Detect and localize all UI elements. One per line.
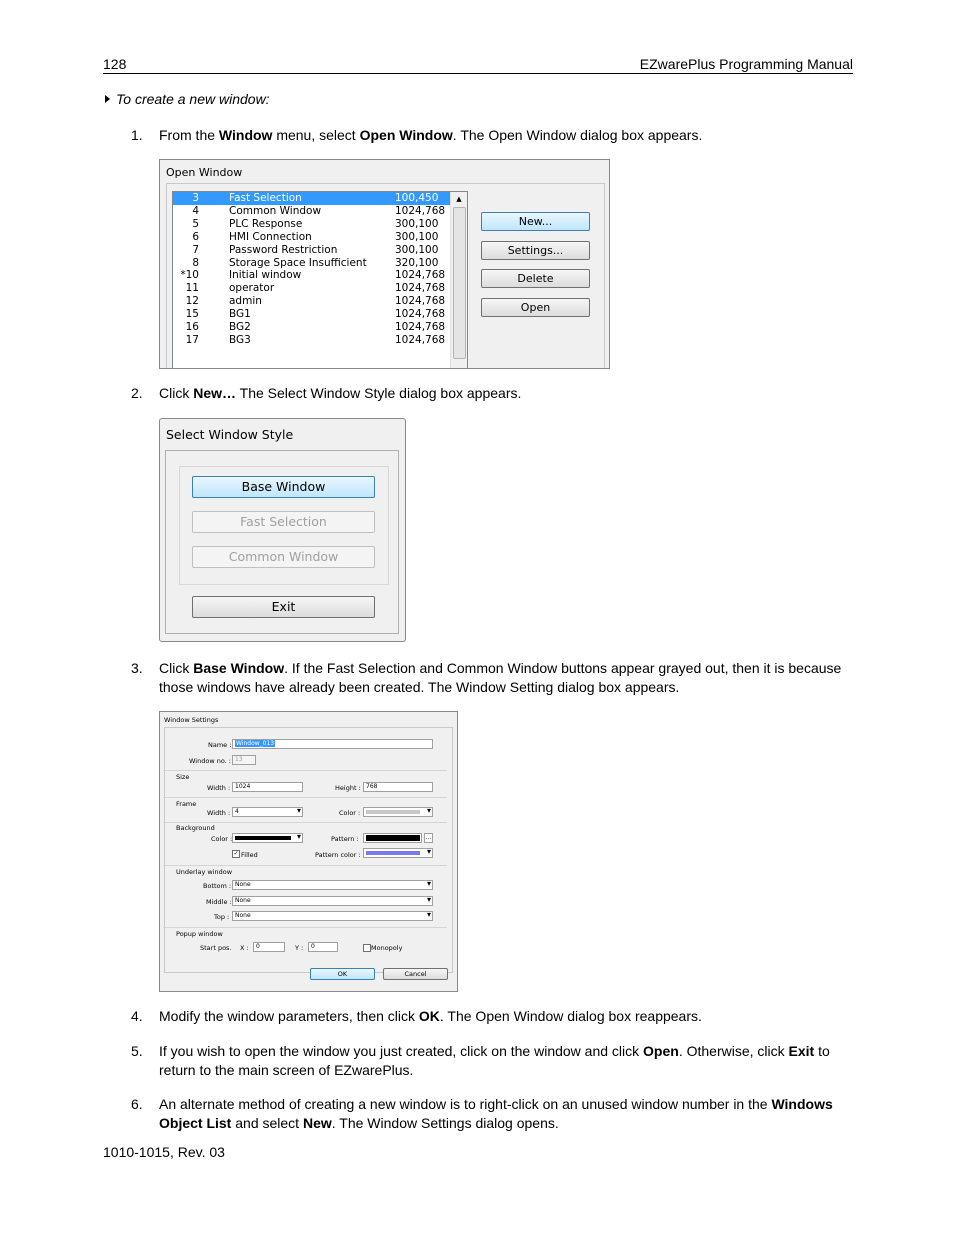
cell-no: 8 [192, 256, 199, 269]
frame-divider [163, 797, 447, 798]
step-number: 6. [131, 1096, 143, 1112]
cell-window-name: HMI Connection [229, 230, 312, 243]
height-label: Height : [335, 784, 361, 792]
pattern-color-label: Pattern color : [315, 851, 361, 859]
underlay-section-label: Underlay window [176, 868, 233, 876]
delete-button[interactable]: Delete [481, 269, 590, 288]
base-window-button[interactable]: Base Window [192, 476, 375, 498]
dialog-title: Select Window Style [166, 427, 294, 442]
cell-no: *10 [180, 269, 199, 282]
y-field[interactable]: 0 [308, 942, 338, 952]
table-row[interactable] [173, 192, 450, 205]
step-number: 1. [131, 127, 143, 143]
monopoly-checkbox[interactable] [363, 944, 371, 952]
cell-no: 16 [185, 321, 199, 333]
frame-color-select[interactable] [363, 807, 433, 817]
x-field[interactable]: 0 [253, 942, 285, 952]
new-button[interactable]: New... [481, 212, 590, 231]
cell-size: 1024,768 [395, 295, 446, 308]
bottom-label: Bottom : [203, 882, 232, 890]
top-label: Top : [214, 913, 230, 921]
list-scrollbar[interactable] [450, 192, 467, 369]
dialog-title: Window Settings [164, 716, 219, 724]
table-row[interactable] [173, 295, 450, 308]
top-select[interactable]: None ▾ [232, 911, 433, 921]
table-row[interactable] [173, 231, 450, 244]
cell-no: 17 [185, 333, 199, 346]
triangle-bullet-icon [105, 95, 110, 103]
size-divider [163, 770, 447, 771]
step-text: An alternate method of creating a new window is to right-click on an unused window number in the Windows Object List and select New. The Window Settings dialog opens. [159, 1096, 833, 1131]
bg-color-select[interactable] [232, 833, 303, 843]
middle-select[interactable]: None ▾ [232, 896, 433, 906]
manual-title: EZwarePlus Programming Manual [639, 56, 853, 72]
frame-width-select[interactable]: 4 ▾ [232, 807, 303, 817]
step-number: 3. [131, 660, 143, 676]
footer-doc-number: 1010-1015, Rev. 03 [103, 1144, 225, 1160]
cell-size: 300,100 [395, 230, 439, 243]
settings-button[interactable]: Settings... [481, 241, 590, 260]
cell-no: 11 [185, 282, 199, 295]
cell-no: 7 [192, 243, 199, 256]
frame-width-label: Width : [207, 809, 231, 817]
page-number: 128 [103, 56, 127, 72]
cell-no: 5 [192, 217, 199, 230]
intro-line [105, 91, 270, 107]
frame-section-label: Frame [176, 800, 197, 808]
background-divider [163, 822, 447, 823]
popup-divider [163, 927, 447, 928]
middle-label: Middle : [206, 898, 232, 906]
cell-no: 12 [185, 295, 199, 308]
underlay-divider [163, 865, 447, 866]
step-text: If you wish to open the window you just created, click on the window and click Open. Otherwise, click Exit to return to the main screen of EZwarePlus. [159, 1043, 830, 1078]
height-field[interactable]: 768 [363, 782, 433, 792]
cell-no: 15 [185, 308, 199, 321]
cell-size: 320,100 [395, 256, 439, 269]
pattern-color-select[interactable] [363, 848, 433, 858]
step-text: Click New… The Select Window Style dialog box appears. [159, 385, 522, 401]
cell-no: 3 [192, 192, 199, 204]
pattern-label: Pattern : [331, 835, 359, 843]
cell-window-name: Common Window [229, 204, 322, 217]
size-section-label: Size [176, 773, 190, 781]
step-number: 5. [131, 1043, 143, 1059]
x-label: X : [240, 944, 249, 952]
monopoly-label: Monopoly [371, 944, 403, 952]
cell-size: 1024,768 [395, 321, 446, 333]
popup-section-label: Popup window [176, 930, 223, 938]
y-label: Y : [295, 944, 304, 952]
window-list[interactable] [172, 191, 468, 369]
cell-size: 1024,768 [395, 308, 446, 321]
common-window-button[interactable]: Common Window [192, 546, 375, 568]
width-field[interactable]: 1024 [232, 782, 303, 792]
start-pos-label: Start pos. [200, 944, 232, 952]
step-text: From the Window menu, select Open Window. The Open Window dialog box appears. [159, 127, 703, 143]
step-text: Click Base Window. If the Fast Selection and Common Window buttons appear grayed out, then it is because those windows have already been created. The Window Setting dialog box appears. [159, 660, 842, 695]
name-label: Name : [208, 741, 232, 749]
intro-text: To create a new window: [116, 91, 270, 107]
cell-window-name: BG1 [229, 308, 251, 321]
cell-window-name: BG3 [229, 333, 251, 346]
cell-window-name: Storage Space Insufficient [229, 256, 367, 269]
filled-checkbox[interactable]: ✓ [233, 850, 239, 857]
cell-window-name: Fast Selection [229, 192, 302, 204]
pattern-swatch[interactable] [363, 833, 422, 843]
table-row[interactable] [173, 218, 450, 231]
filled-label: Filled [241, 851, 258, 859]
cell-window-name: Initial window [229, 269, 302, 282]
table-row[interactable] [173, 282, 450, 295]
table-row[interactable] [173, 321, 450, 334]
bg-color-label: Color : [211, 835, 233, 843]
dialog-title: Open Window [166, 166, 243, 179]
background-section-label: Background [176, 824, 215, 832]
exit-button[interactable]: Exit [192, 596, 375, 618]
cell-size: 300,100 [395, 243, 439, 256]
fast-selection-button[interactable]: Fast Selection [192, 511, 375, 533]
select-window-style-dialog [159, 418, 406, 642]
ok-button[interactable]: OK [310, 968, 375, 980]
open-button[interactable]: Open [481, 298, 590, 317]
table-row[interactable] [173, 334, 450, 347]
window-no-label: Window no. : [189, 757, 231, 765]
window-no-field: 13 [232, 755, 256, 765]
cell-size: 100,450 [395, 192, 439, 204]
table-row[interactable] [173, 205, 450, 218]
cell-size: 300,100 [395, 217, 439, 230]
scroll-thumb[interactable] [453, 207, 466, 359]
header-rule [103, 73, 853, 74]
cancel-button[interactable]: Cancel [383, 968, 448, 980]
table-row[interactable] [173, 308, 450, 321]
cell-size: 1024,768 [395, 269, 446, 282]
cell-window-name: BG2 [229, 321, 251, 333]
table-row[interactable] [173, 269, 450, 282]
cell-size: 1024,768 [395, 204, 446, 217]
cell-size: 1024,768 [395, 282, 446, 295]
step-text: Modify the window parameters, then click OK. The Open Window dialog box reappears. [159, 1008, 702, 1024]
open-window-dialog [159, 159, 610, 369]
table-row[interactable] [173, 244, 450, 257]
window-settings-dialog [159, 711, 458, 992]
pattern-browse-button[interactable]: … [425, 834, 432, 841]
cell-window-name: operator [229, 282, 275, 295]
cell-window-name: admin [229, 295, 262, 308]
width-label: Width : [207, 784, 231, 792]
table-row[interactable] [173, 257, 450, 270]
frame-color-label: Color : [339, 809, 361, 817]
cell-no: 6 [192, 230, 199, 243]
bottom-select[interactable]: None ▾ [232, 880, 433, 890]
step-number: 4. [131, 1008, 143, 1024]
cell-no: 4 [192, 204, 199, 217]
cell-size: 1024,768 [395, 333, 446, 346]
scroll-up-icon[interactable]: ▲ [456, 195, 462, 203]
cell-window-name: PLC Response [229, 217, 303, 230]
cell-window-name: Password Restriction [229, 243, 338, 256]
name-field[interactable]: Window_013 [232, 739, 433, 749]
step-number: 2. [131, 385, 143, 401]
